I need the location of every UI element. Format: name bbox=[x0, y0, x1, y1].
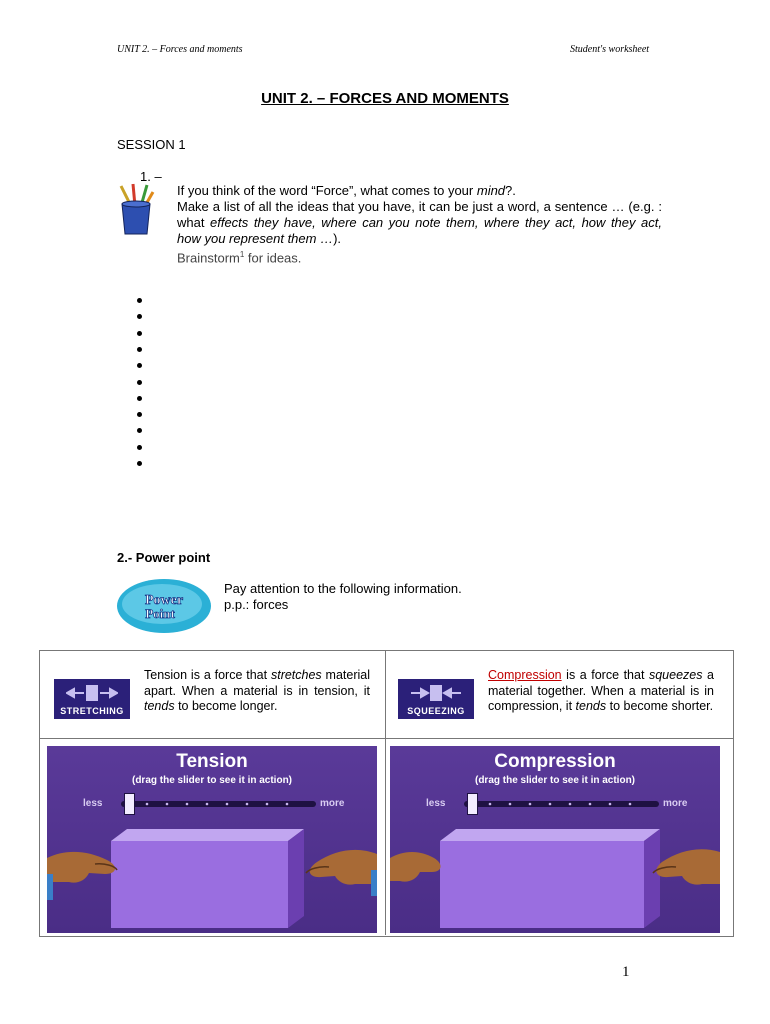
bullet-point bbox=[137, 461, 142, 466]
bullet-point bbox=[137, 428, 142, 433]
bullet-point bbox=[137, 445, 142, 450]
compression-block-illustration bbox=[390, 746, 720, 933]
stretching-badge-label: STRETCHING bbox=[60, 706, 124, 716]
tension-panel-subtitle: (drag the slider to see it in action) bbox=[131, 775, 293, 786]
squeezing-arrows-icon bbox=[410, 683, 462, 703]
running-header-right: Student's worksheet bbox=[570, 44, 650, 55]
powerpoint-logo bbox=[116, 578, 212, 634]
bullet-point bbox=[137, 396, 142, 401]
squeezing-badge bbox=[398, 679, 474, 719]
stretching-badge bbox=[54, 679, 130, 719]
page-number: 1 bbox=[622, 964, 630, 980]
tension-panel-title: Tension bbox=[176, 751, 248, 772]
powerpoint-logo-word-1: Power bbox=[144, 593, 184, 608]
question-1-number: 1. – bbox=[140, 169, 162, 184]
bullet-point bbox=[137, 380, 142, 385]
powerpoint-instructions bbox=[224, 581, 462, 613]
bullet-point bbox=[137, 363, 142, 368]
bullet-point bbox=[137, 347, 142, 352]
session-heading: SESSION 1 bbox=[117, 137, 186, 152]
question-1-text: If you think of the word “Force”, what comes to your mind?. Make a list of all the ideas that you have, it can be just a word, a sentence … (e.g. : what effects they have, where can you note them, where they act, how they act, how you represent them …). Brainstorm$^1$ for ideas. bbox=[177, 183, 662, 266]
compression-panel-subtitle: (drag the slider to see it in action) bbox=[474, 775, 636, 786]
table-divider-vertical bbox=[385, 650, 386, 935]
slider-less-label: less bbox=[83, 798, 103, 809]
running-header-left: UNIT 2. – Forces and moments bbox=[117, 44, 243, 55]
stretching-arrows-icon bbox=[66, 683, 118, 703]
page-title: UNIT 2. – FORCES AND MOMENTS bbox=[261, 90, 509, 107]
slider-less-label: less bbox=[426, 798, 446, 809]
bullet-point bbox=[137, 331, 142, 336]
bullet-point bbox=[137, 298, 142, 303]
section-2-heading: 2.- Power point bbox=[117, 550, 211, 565]
slider-more-label: more bbox=[320, 798, 345, 809]
squeezing-badge-label: SQUEEZING bbox=[407, 706, 465, 716]
powerpoint-logo-word-2: Point bbox=[145, 606, 175, 621]
tension-description: Tension is a force that stretches material apart. When a material is in tension, it tends to become longer. bbox=[144, 668, 370, 713]
pencil-cup-icon bbox=[115, 182, 157, 236]
compression-description: Compression is a force that squeezes a material together. When a material is in compression, it tends to become shorter. bbox=[488, 668, 714, 713]
compression-animation-panel bbox=[390, 746, 720, 933]
compression-panel-title: Compression bbox=[494, 751, 616, 772]
powerpoint-reference: p.p.: forces bbox=[224, 597, 289, 612]
compression-link[interactable]: Compression bbox=[488, 668, 562, 682]
powerpoint-instruction-line: Pay attention to the following information. bbox=[224, 581, 462, 596]
slider-more-label: more bbox=[663, 798, 688, 809]
tension-block-illustration bbox=[47, 746, 377, 933]
bullet-point bbox=[137, 412, 142, 417]
tension-animation-panel bbox=[47, 746, 377, 933]
bullet-point bbox=[137, 314, 142, 319]
table-divider-horizontal bbox=[39, 738, 733, 739]
